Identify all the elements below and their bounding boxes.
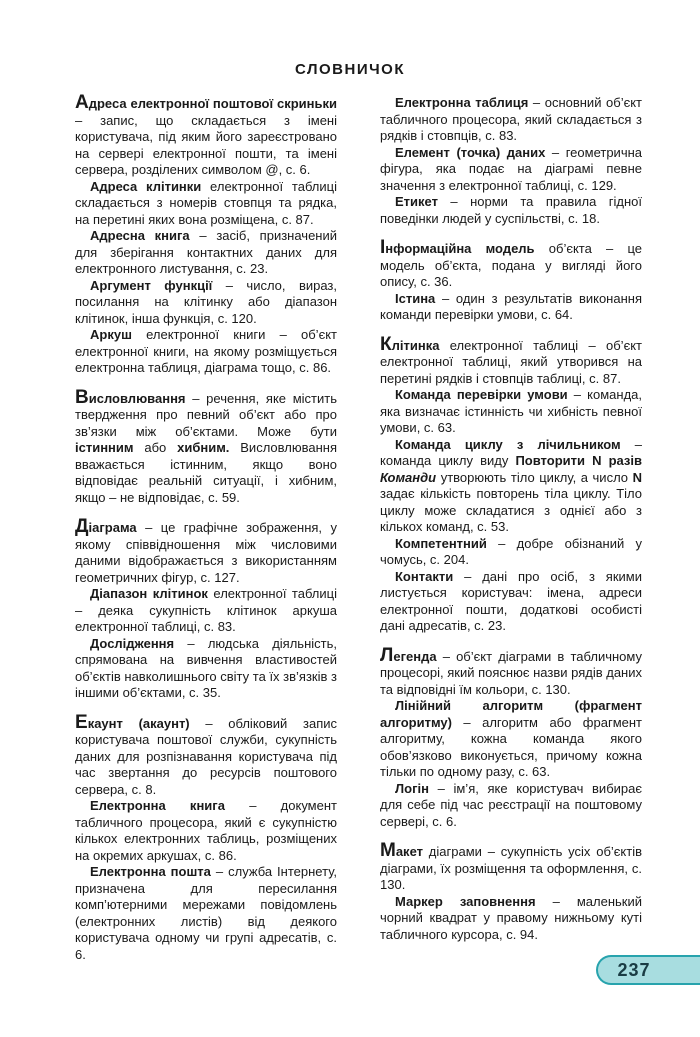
glossary-entry [380,894,642,944]
glossary-term: Адресна книга [90,228,190,243]
initial-letter: Л [380,644,394,666]
initial-letter: М [380,840,396,861]
glossary-column-left [75,92,338,963]
glossary-definition: – документ табличного процесора, який є сукупністю кількох електронних таблиць, розміщених на окремих аркушах, с. 86. [75,798,337,863]
glossary-entry [380,536,642,569]
initial-letter: І [380,237,386,258]
glossary-definition: – число, вираз, посилання на клітинку або діапазон клітинок, інша функція, с. 120. [75,277,337,326]
glossary-column-right [380,95,642,943]
glossary-term: Дослідження [90,635,175,651]
glossary-definition: – команда, яка визначає істинність чи хибність певної умови, с. 63. [380,387,642,435]
glossary-definition: – запис, що складається з імені користувача, під яким його зареєстровано на сервері електронної пошти, та імені сервера, розділених символом @, с. 6. [75,112,337,177]
glossary-term: Електронна пошта [90,864,211,879]
glossary-term: Електронна книга [90,798,225,813]
glossary-entry [380,95,642,145]
glossary-entry [75,586,337,636]
emphasis-word: N [632,469,642,485]
glossary-entry [380,698,642,781]
glossary-definition: – один з результатів виконання команди перевірки умови, с. 64. [380,290,642,322]
glossary-entry [380,569,642,635]
glossary-definition: – засіб, призначений для зберігання контактних даних для електронного листування, с. 23. [75,228,337,276]
glossary-definition: утворюють тіло циклу, а число [436,469,633,485]
glossary-term: Команда циклу з лічильником [395,436,621,452]
emphasis-word: Повторити N разів [515,453,642,468]
glossary-definition: електронної таблиці – деяка сукупність клітинок аркуша електронної таблиці, с. 83. [75,586,337,634]
glossary-definition: – маленький чорний квадрат у правому нижньому куті табличного курсора, с. 94. [380,893,642,942]
emphasis-word: хибним. [177,440,230,455]
glossary-definition: електронної таблиці – об’єкт електронної таблиці, який утворився на перетині рядків і стовпців таблиці, с. 87. [380,337,642,386]
glossary-term: Логін [395,780,429,796]
glossary-definition: електронної книги – об’єкт електронної книги, на якому розміщується електронна таблиця, діаграма тощо, с. 86. [75,327,337,375]
glossary-entry [380,333,642,388]
initial-letter: К [380,333,392,355]
glossary-term: Етикет [395,194,438,209]
glossary-definition: – норми та правила гідної поведінки людей у суспільстві, с. 18. [380,194,642,226]
glossary-term: Маркер заповнення [395,893,536,909]
emphasis-word: істинним [75,440,134,455]
emphasis-word: Команди [380,469,437,485]
glossary-term: Аргумент функції [90,277,213,293]
glossary-term: Елемент (точка) даних [395,144,546,160]
glossary-entry [75,228,337,278]
glossary-term: Істина [395,290,436,306]
glossary-entry [75,711,337,799]
glossary-entry [75,278,337,328]
glossary-term: Лінійний алгоритм (фрагмент алгоритму) [380,698,642,730]
glossary-entry [75,516,337,586]
glossary-definition: Висловлювання вважається істинним, якщо воно відповідає реальній ситуації, і хибним, якщо – не відповідає, с. 59. [75,440,337,505]
glossary-entry [75,386,337,507]
glossary-definition: задає кількість повторень тіла циклу. Тіло циклу може складатися з однієї або з кількох команд, с. 53. [380,486,642,534]
glossary-term: егенда [393,648,437,664]
glossary-term: каунт (акаунт) [87,715,190,731]
page-title: СЛОВНИЧОК [295,61,405,78]
glossary-entry [75,636,337,702]
glossary-term: Електронна таблиця [395,95,529,110]
glossary-entry [380,237,642,291]
glossary-entry [380,194,642,227]
glossary-definition: – служба Інтернету, призначена для пересилання комп’ютерними мережами повідомлень (електронних листів) від деякого користувача одному чи групі адресатів, с. 6. [75,864,338,962]
glossary-entry [380,145,642,195]
glossary-term: Діапазон клітинок [90,586,208,601]
glossary-definition: діаграми – сукупність усіх об’єктів діаграми, їх розміщення та оформлення, с. 130. [380,844,642,892]
glossary-definition: – обліковий запис користувача поштової служби, сукупність даних для розпізнавання користувача під час звертання до ресурсів поштового сервера, с. 8. [75,715,337,797]
initial-letter: Е [75,711,88,733]
glossary-definition: – речення, яке містить твердження про певний об’єкт або про зв’язки між об’єктами. Може бути [75,390,337,439]
glossary-term: акет [395,844,423,859]
glossary-entry [380,781,642,831]
initial-letter: А [75,92,89,113]
glossary-definition: – добре обізнаний у чомусь, с. 204. [380,535,642,567]
glossary-definition: – об’єкт діаграми в табличному процесорі, який пояснює назви рядів даних та відповідні їм кольори, с. 130. [380,648,642,697]
glossary-definition: – команда циклу виду [380,436,643,468]
glossary-definition: електронної таблиці складається з номерів стовпця та рядка, на перетині яких вона розміщена, с. 87. [75,178,337,227]
glossary-term: Адреса клітинки [90,178,202,194]
glossary-entry [380,387,642,437]
initial-letter: Д [75,516,89,537]
glossary-term: Контакти [395,568,454,584]
glossary-term: исловлювання [88,390,186,406]
glossary-term: Команда перевірки умови [395,387,568,402]
glossary-entry [380,644,642,699]
glossary-definition: об’єкта – це модель об’єкта, подана у вигляді його опису, с. 36. [380,241,642,289]
glossary-entry [75,798,337,864]
glossary-entry [380,840,642,894]
glossary-entry [75,327,337,377]
glossary-term: літинка [391,337,440,353]
glossary-definition: – алгоритм або фрагмент алгоритму, кожна команда якого обов’язково виконується, причому кожна тільки по одному разу, с. 63. [380,714,642,779]
glossary-definition: – геометрична фігура, яка подає на діаграмі певне значення з електронної таблиці, с. 129. [380,144,642,193]
glossary-definition: – людська діяльність, спрямована на вивчення властивостей об’єктів навколишнього світу та їх зв’язків з іншими об’єктами, с. 35. [75,635,337,700]
glossary-term: Аркуш [90,327,132,342]
page-number: 237 [617,960,651,980]
glossary-term: нформаційна модель [385,241,535,256]
glossary-definition: – основний об’єкт табличного процесора, який складається з рядків і стовпців, с. 83. [380,95,642,143]
glossary-entry [380,291,642,324]
glossary-definition: – дані про осіб, з якими листується користувач: імена, адреси електронної пошти, додаткові особисті дані адресатів, с. 23. [380,568,642,633]
glossary-term: іаграма [88,520,137,535]
glossary-definition: або [133,440,178,455]
glossary-definition: – це графічне зображення, у якому співвідношення між числовими даними відображається з використанням геометричних фігур, с. 127. [75,520,337,585]
glossary-entry [75,179,337,229]
glossary-entry [75,92,337,179]
glossary-entry [380,437,642,536]
glossary-term: дреса електронної поштової скриньки [88,96,337,111]
glossary-definition: – ім’я, яке користувач вибирає для себе під час реєстрації на поштовому сервері, с. 6. [380,780,642,829]
glossary-term: Компетентний [395,535,487,551]
glossary-entry [75,864,337,963]
initial-letter: В [75,386,89,408]
